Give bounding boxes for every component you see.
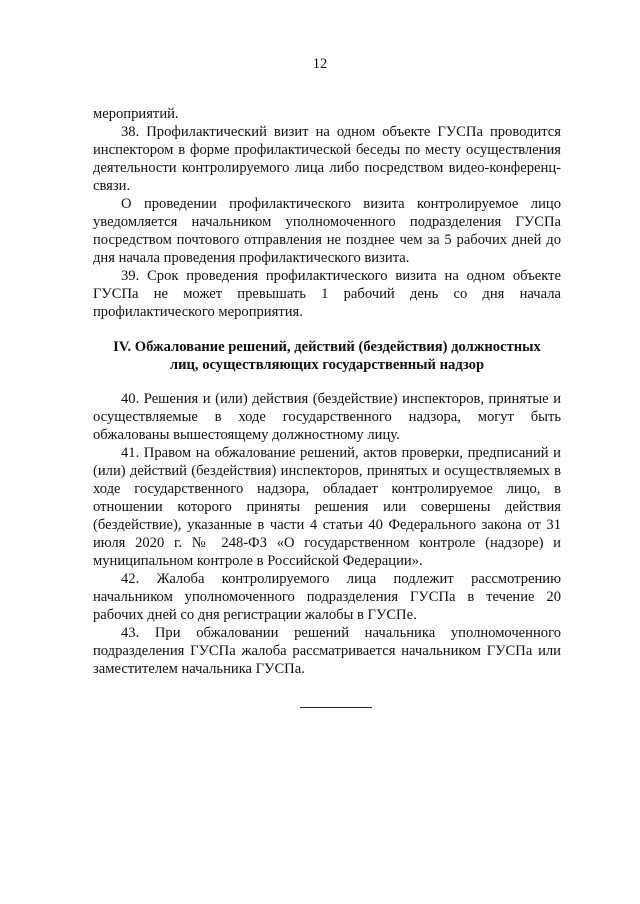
section-iv-heading-line-2: лиц, осуществляющих государственный надзор xyxy=(169,357,485,373)
paragraph-41: 41. Правом на обжалование решений, актов проверки, предписаний и (или) действий (бездействия) инспекторов, принятых и осуществляемых в ходе государственного надзора, обладает контролируемое лицо, в отношении которого приняты решения или совершены действия (бездействие), указанные в части 4 статьи 40 Федерального закона от 31 июля 2020 г. № 248-ФЗ «О государственном контроле (надзоре) и муниципальном контроле в Российской Федерации». xyxy=(93,445,561,569)
paragraph-43: 43. При обжаловании решений начальника уполномоченного подразделения ГУСПа жалоба рассматривается начальником ГУСПа или заместителем начальника ГУСПа. xyxy=(93,625,561,677)
paragraph-38-notice: О проведении профилактического визита контролируемое лицо уведомляется начальником уполномоченного подразделения ГУСПа посредством почтового отправления не позднее чем за 5 рабочих дней до дня начала проведения профилактического визита. xyxy=(93,196,561,266)
paragraph-continuation: мероприятий. xyxy=(93,106,179,122)
paragraph-42: 42. Жалоба контролируемого лица подлежит рассмотрению начальником уполномоченного подразделения ГУСПа в течение 20 рабочих дней со дня регистрации жалобы в ГУСПе. xyxy=(93,571,561,623)
paragraph-39: 39. Срок проведения профилактического визита на одном объекте ГУСПа не может превышать 1 рабочий день со дня начала профилактического мероприятия. xyxy=(93,268,561,320)
end-of-document-rule xyxy=(300,707,372,708)
section-iv-heading xyxy=(93,338,561,374)
paragraph-38: 38. Профилактический визит на одном объекте ГУСПа проводится инспектором в форме профилактической беседы по месту осуществления деятельности контролируемого лица либо посредством видео-конференц-связи. xyxy=(93,124,561,194)
page-number: 12 xyxy=(312,56,328,72)
section-iii-tail xyxy=(93,105,561,321)
section-iv-body xyxy=(93,390,561,678)
paragraph-40: 40. Решения и (или) действия (бездействие) инспекторов, принятые и осуществляемые в ходе государственного надзора, могут быть обжалованы вышестоящему должностному лицу. xyxy=(93,391,561,443)
section-iv-heading-line-1: IV. Обжалование решений, действий (бездействия) должностных xyxy=(113,339,541,355)
